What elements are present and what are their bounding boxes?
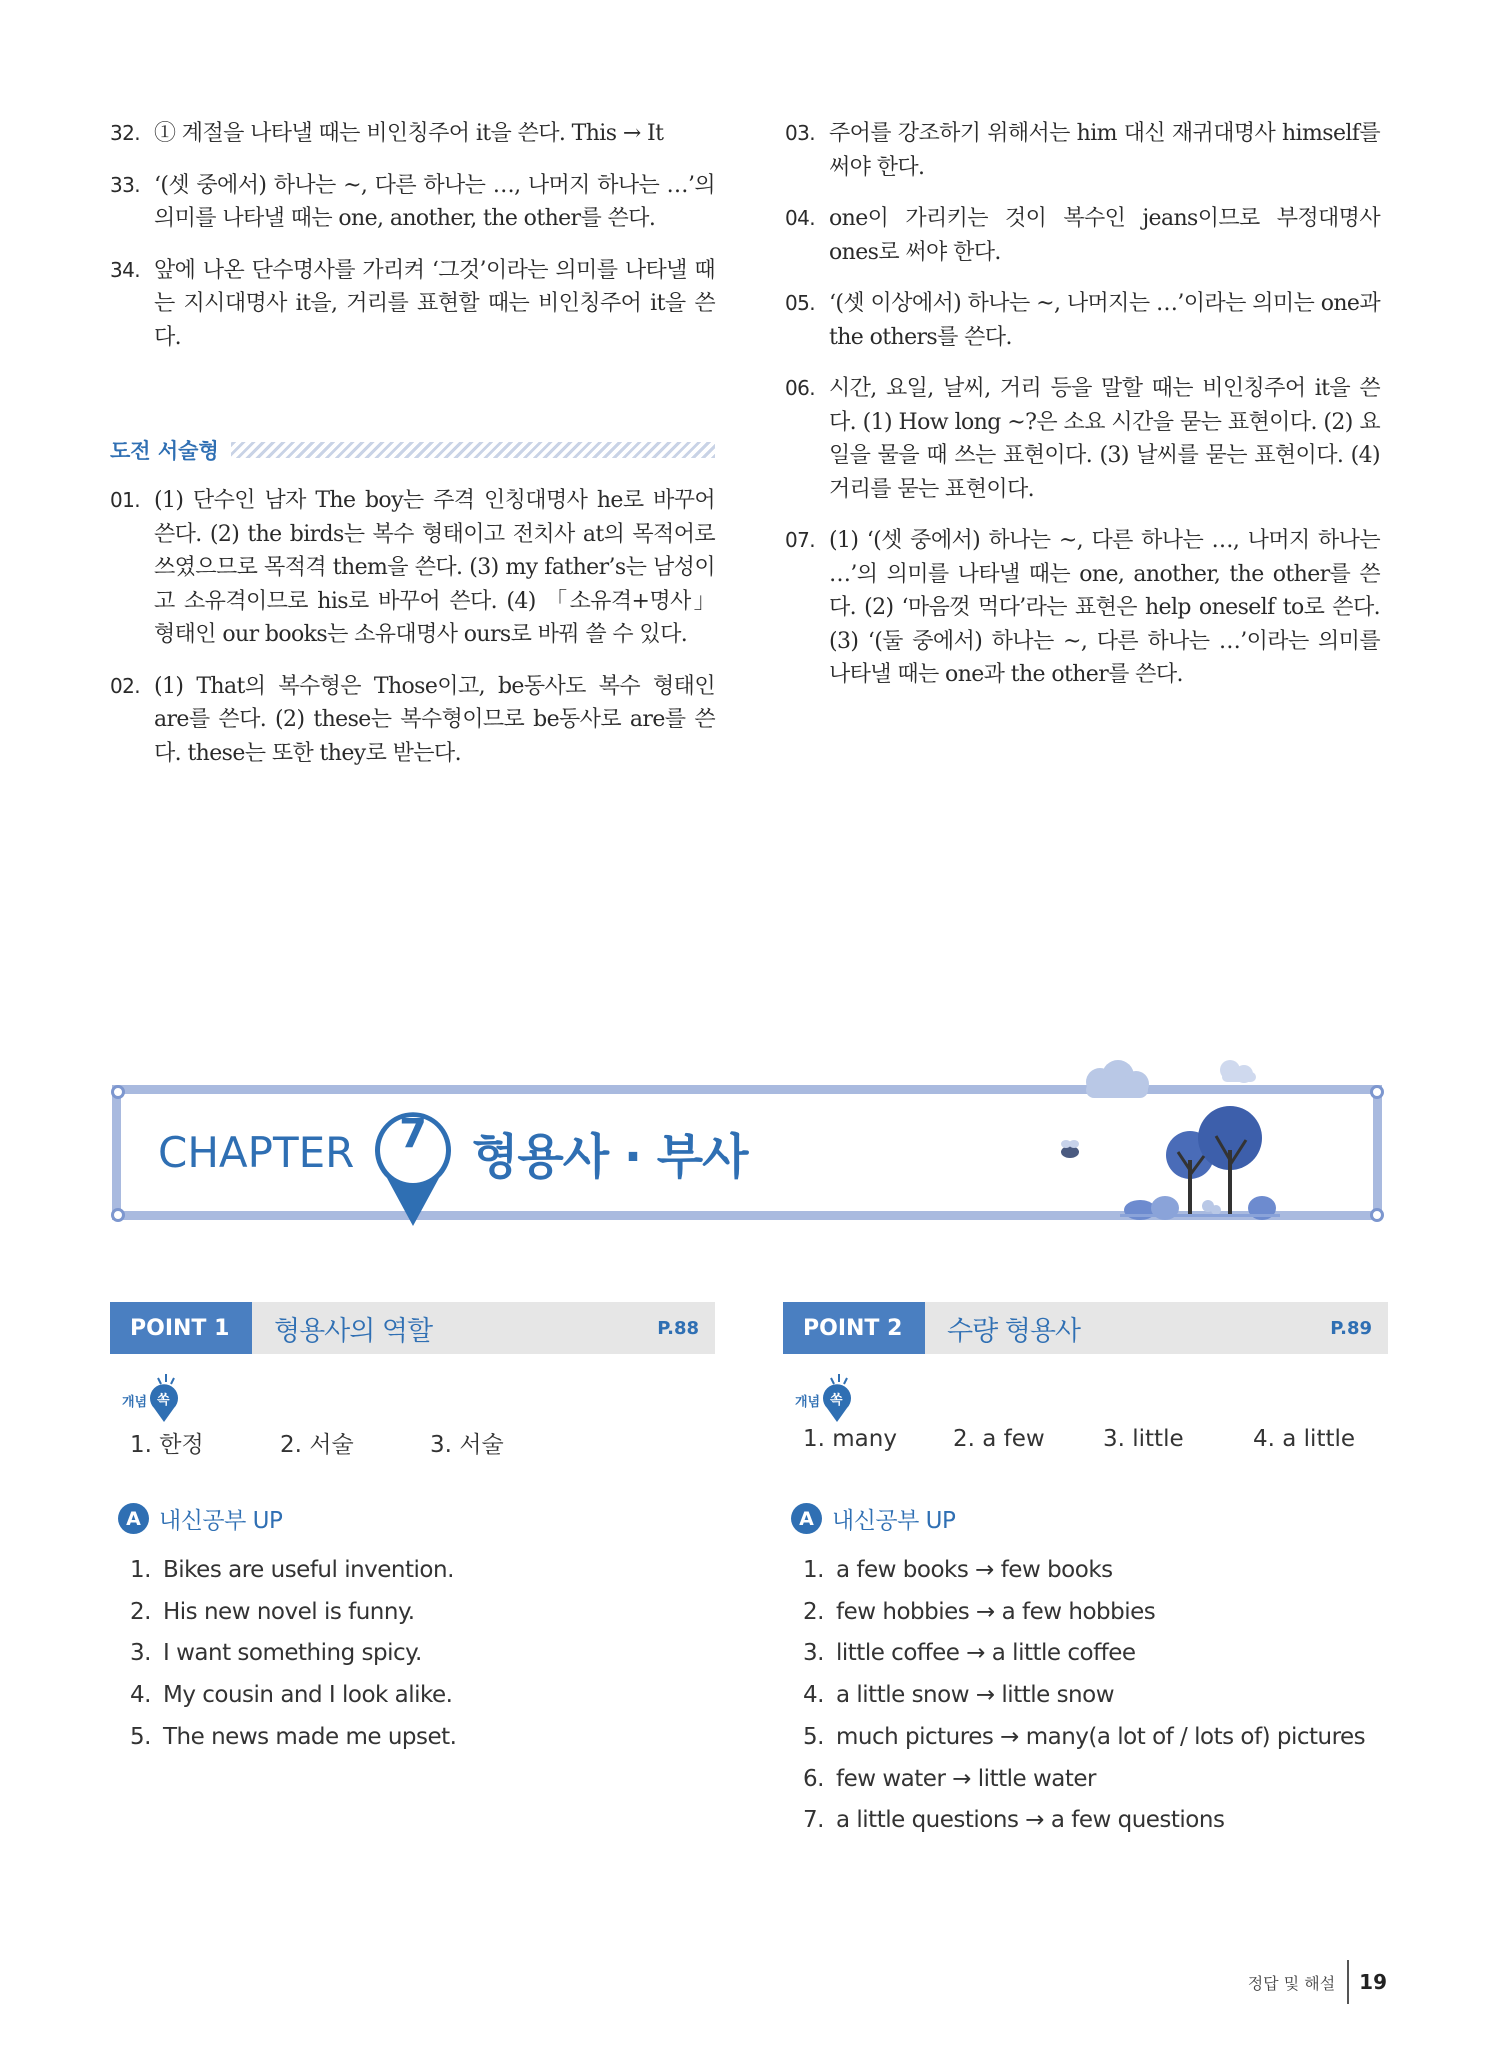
list-item <box>130 1717 457 1759</box>
banner-corner-dot <box>1370 1085 1384 1099</box>
page-number: 19 <box>1359 1970 1387 1994</box>
item-text: His new novel is funny. <box>163 1598 415 1625</box>
answer-item <box>785 287 1380 354</box>
answer-text: one이 가리키는 것이 복수인 jeans이므로 부정대명사 ones로 써야 한다. <box>829 206 1380 265</box>
item-text: Bikes are useful invention. <box>163 1557 454 1583</box>
chapter-label: CHAPTER <box>158 1128 355 1177</box>
answer-item <box>785 372 1380 506</box>
item-number: 6. <box>803 1765 824 1792</box>
trees-illustration <box>1040 1060 1280 1220</box>
hatch-divider <box>231 442 715 458</box>
answer-item <box>785 117 1380 184</box>
answer-item <box>110 484 715 652</box>
item-number: 5. <box>130 1723 151 1750</box>
answer-text: ① 계절을 나타낼 때는 비인칭주어 it을 쓴다. This → It <box>154 121 664 146</box>
challenge-title: 도전 서술형 <box>110 439 219 463</box>
answer-number: 02. <box>110 673 141 698</box>
concept-item: 1. many <box>803 1426 897 1452</box>
answer-text: 시간, 요일, 날씨, 거리 등을 말할 때는 비인칭주어 it을 쓴다. (1) How long ~?은 소요 시간을 묻는 표현이다. (2) 요일을 물을 때 쓰는 표현이다. (3) 날씨를 묻는 표현이다. (4) 거리를 묻는 표현이다. <box>829 376 1380 502</box>
answer-list <box>130 1550 457 1759</box>
concept-item: 1. 한정 <box>130 1432 204 1458</box>
point-title: 수량 형용사 <box>947 1315 1080 1347</box>
answers-left-top <box>110 117 715 372</box>
item-number: 7. <box>803 1807 824 1834</box>
section-a-header <box>791 1502 955 1535</box>
list-item <box>130 1633 457 1675</box>
answer-text: 주어를 강조하기 위해서는 him 대신 재귀대명사 himself를 써야 한다. <box>829 121 1380 180</box>
answer-text: ‘(셋 이상에서) 하나는 ~, 나머지는 …’이라는 의미는 one과 the others를 쓴다. <box>829 291 1380 350</box>
answer-number: 34. <box>110 257 141 282</box>
item-text: My cousin and I look alike. <box>163 1682 453 1709</box>
answer-text: (1) That의 복수형은 Those이고, be동사도 복수 형태인 are를 쓴다. (2) these는 복수형이므로 be동사로 are를 쓴다. these는 또한 they로 받는다. <box>154 673 715 766</box>
answer-item <box>110 254 715 355</box>
item-number: 3. <box>803 1640 824 1667</box>
point-title: 형용사의 역할 <box>274 1315 433 1347</box>
concept-answers <box>130 1426 580 1459</box>
item-text: a few books → few books <box>836 1557 1113 1583</box>
list-item <box>130 1675 457 1717</box>
concept-badge-icon <box>793 1372 863 1424</box>
answer-number: 32. <box>110 121 141 145</box>
point-tag: POINT 1 <box>110 1302 252 1354</box>
answer-number: 07. <box>785 528 816 552</box>
answer-text: ‘(셋 중에서) 하나는 ~, 다른 하나는 …, 나머지 하나는 …’의 의미를 나타낼 때는 one, another, the other를 쓴다. <box>154 172 715 231</box>
challenge-section-header <box>110 430 715 470</box>
banner-corner-dot <box>111 1085 125 1099</box>
concept-item: 2. a few <box>953 1426 1045 1452</box>
banner-corner-dot <box>111 1208 125 1222</box>
item-number: 3. <box>130 1640 151 1667</box>
answer-item <box>110 117 715 151</box>
item-number: 4. <box>130 1682 151 1709</box>
item-text: The news made me upset. <box>163 1723 457 1750</box>
list-item <box>803 1759 1365 1801</box>
answer-number: 04. <box>785 206 816 230</box>
answer-number: 06. <box>785 376 816 400</box>
list-item <box>803 1633 1365 1675</box>
point-page-ref: P.88 <box>657 1317 699 1339</box>
answer-text: 앞에 나온 단수명사를 가리켜 ‘그것’이라는 의미를 나타낼 때는 지시대명사 it을, 거리를 표현할 때는 비인칭주어 it을 쓴다. <box>154 257 715 350</box>
item-text: few water → little water <box>836 1765 1096 1792</box>
item-number: 2. <box>130 1598 151 1625</box>
bee-icon <box>1061 1140 1079 1158</box>
point-page-ref: P.89 <box>1330 1317 1372 1339</box>
concept-label: 개념 <box>122 1395 148 1410</box>
answer-text: (1) ‘(셋 중에서) 하나는 ~, 다른 하나는 …, 나머지 하나는 …’의 의미를 나타낼 때는 one, another, the other를 쓴다. (2) ‘마음껏 먹다’라는 표현은 help oneself to로 쓴다. (3) ‘(둘 중에서) 하나는 ~, 다른 하나는 …’이라는 의미를 나타낼 때는 one과 the other를 쓴다. <box>829 528 1380 687</box>
concept-item: 3. 서술 <box>430 1432 504 1458</box>
list-item <box>130 1592 457 1634</box>
concept-item: 3. little <box>1103 1426 1184 1452</box>
concept-answers <box>803 1426 1383 1452</box>
item-number: 4. <box>803 1682 824 1709</box>
answer-number: 01. <box>110 488 141 512</box>
concept-label-highlight: 쏙 <box>830 1393 843 1408</box>
answer-item <box>110 670 715 771</box>
item-number: 1. <box>803 1557 824 1583</box>
concept-item: 2. 서술 <box>280 1432 354 1458</box>
section-badge: A <box>118 1503 149 1534</box>
point-1-header <box>110 1302 715 1354</box>
answer-item <box>785 202 1380 269</box>
page-footer <box>1248 1960 1387 2004</box>
footer-label: 정답 및 해설 <box>1247 1973 1336 1993</box>
item-text: I want something spicy. <box>163 1640 422 1667</box>
section-a-header <box>118 1502 282 1535</box>
list-item <box>803 1592 1365 1634</box>
concept-label: 개념 <box>795 1395 821 1410</box>
answer-item <box>785 524 1380 692</box>
section-label: 내신공부 UP <box>159 1508 283 1534</box>
item-number: 1. <box>130 1557 151 1583</box>
item-text: few hobbies → a few hobbies <box>836 1598 1156 1625</box>
item-text: much pictures → many(a lot of / lots of) pictures <box>836 1723 1366 1750</box>
concept-item: 4. a little <box>1253 1426 1356 1452</box>
answers-right-top <box>785 117 1380 710</box>
chapter-title: 형용사 · 부사 <box>472 1129 748 1185</box>
item-text: a little questions → a few questions <box>836 1807 1225 1834</box>
concept-label-highlight: 쏙 <box>157 1393 170 1408</box>
chapter-number: 7 <box>399 1111 427 1157</box>
item-number: 2. <box>803 1598 824 1625</box>
answer-number: 03. <box>785 121 816 145</box>
section-label: 내신공부 UP <box>832 1508 956 1534</box>
list-item <box>803 1717 1365 1759</box>
item-number: 5. <box>803 1723 824 1750</box>
challenge-answers <box>110 484 715 788</box>
list-item <box>803 1800 1365 1842</box>
cloud-icon <box>1086 1060 1256 1098</box>
answer-number: 33. <box>110 172 141 197</box>
item-text: little coffee → a little coffee <box>836 1640 1136 1667</box>
point-2-header <box>783 1302 1388 1354</box>
answer-list <box>803 1550 1365 1842</box>
section-badge: A <box>791 1503 822 1534</box>
answer-text: (1) 단수인 남자 The boy는 주격 인칭대명사 he로 바꾸어 쓴다. (2) the birds는 복수 형태이고 전치사 at의 목적어로 쓰였으므로 목적격 them을 쓴다. (3) my father’s는 남성이고 소유격이므로 his로 바꾸어 쓴다. (4) 「소유격+명사」 형태인 our books는 소유대명사 ours로 바꿔 쓸 수 있다. <box>154 488 715 647</box>
point-tag: POINT 2 <box>783 1302 925 1354</box>
banner-corner-dot <box>1370 1208 1384 1222</box>
list-item <box>803 1675 1365 1717</box>
answer-number: 05. <box>785 291 816 315</box>
answer-item <box>110 169 715 236</box>
list-item <box>130 1550 457 1592</box>
concept-badge-icon <box>120 1372 190 1424</box>
item-text: a little snow → little snow <box>836 1682 1115 1709</box>
list-item <box>803 1550 1365 1592</box>
